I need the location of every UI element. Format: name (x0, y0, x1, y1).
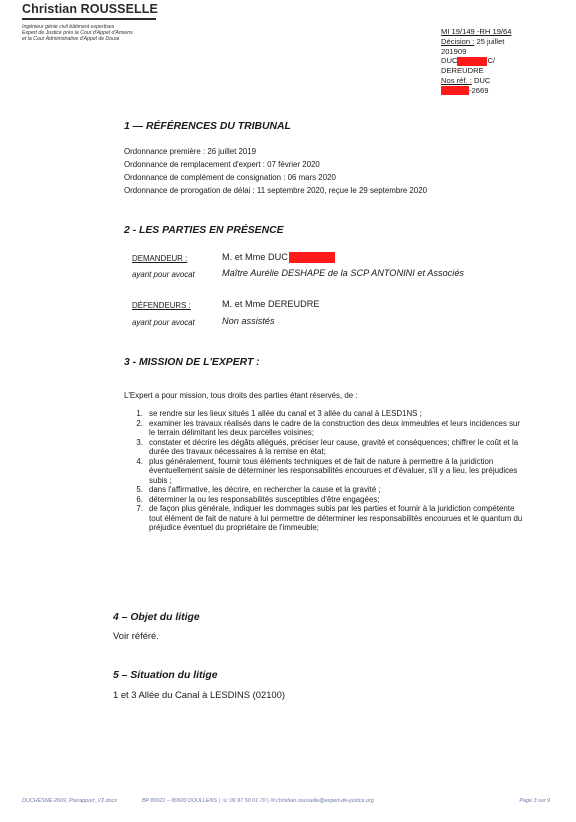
list-item (126, 485, 526, 495)
list-item (126, 457, 526, 486)
redaction-mark (441, 86, 469, 95)
list-text: se rendre sur les lieux situés 1 allée du canal et 3 allée du canal à LESD1NS ; (149, 409, 422, 418)
nos-ref-prefix: DUC (473, 75, 491, 85)
nos-ref-label: Nos réf. : (441, 75, 472, 85)
avocat-label: ayant pour avocat (132, 270, 195, 279)
list-number: 3. (136, 437, 143, 447)
footer-file: DUCHESNE-2669_Prerapport_V2.docx (22, 798, 117, 804)
letterhead-name: Christian ROUSSELLE (22, 2, 158, 16)
list-number: 4. (136, 456, 143, 466)
section-1-item: Ordonnance première : 26 juillet 2019 (124, 147, 257, 156)
section-3-intro: L'Expert a pour mission, tous droits des parties étant réservés, de : (124, 391, 358, 400)
avocat2-label: ayant pour avocat (132, 318, 195, 327)
section-1-title: 1 — RÉFÉRENCES DU TRIBUNAL (124, 121, 291, 132)
list-number: 2. (136, 418, 143, 428)
parties-prefix: DUC (441, 56, 458, 66)
decision-label: Décision : (441, 36, 475, 46)
decision-value: 25 juillet 201909 (441, 36, 505, 56)
list-number: 5. (136, 485, 143, 494)
nos-ref-suffix: -2669 (469, 85, 489, 95)
avocat2-value: Non assistés (222, 316, 275, 326)
defendeurs-label: DÉFENDEURS : (132, 301, 191, 310)
list-number: 1. (136, 409, 143, 418)
parties-suffix: C/ DEREUDRE (441, 56, 496, 76)
section-1-item: Ordonnance de prorogation de délai : 11 septembre 2020, reçue le 29 septembre 2020 (124, 186, 427, 195)
letterhead-line-2: Expert de Justice près la Cour d'Appel d'Amiens (22, 30, 133, 36)
section-4-text: Voir référé. (113, 630, 159, 641)
list-text: examiner les travaux réalisés dans le cadre de la construction des deux immeubles et leurs incidences sur le terrain délimitant les deux parcelles voisines; (149, 418, 521, 437)
defendeurs-value: M. et Mme DEREUDRE (222, 299, 320, 309)
list-item (126, 495, 526, 505)
letterhead-line-1: Ingénieur génie civil bâtiment expertises (22, 24, 115, 30)
list-text: dans l'affirmative, les décrire, en rechercher la cause et la gravité ; (149, 485, 381, 494)
section-5-title: 5 – Situation du litige (113, 670, 218, 681)
list-item (126, 409, 526, 419)
redaction-mark (457, 57, 487, 66)
section-2-title: 2 - LES PARTIES EN PRÉSENCE (124, 225, 284, 236)
redaction-mark (289, 252, 335, 263)
section-5-text: 1 et 3 Allée du Canal à LESDINS (02100) (113, 689, 285, 700)
demandeur-label: DEMANDEUR : (132, 254, 188, 263)
section-3-title: 3 - MISSION DE L'EXPERT : (124, 357, 260, 368)
section-1-item: Ordonnance de complément de consignation : 06 mars 2020 (124, 173, 336, 182)
reference-line-1: MI 19/149 -RH 19/64 (441, 27, 512, 36)
letterhead-line-3: et la Cour Administrative d'Appel de Douai (22, 36, 120, 42)
list-number: 6. (136, 494, 143, 504)
mission-list (126, 409, 526, 533)
list-text: déterminer la ou les responsabilités susceptibles d'être engagées; (149, 494, 380, 504)
list-text: plus généralement, fournir tous éléments techniques et de fait de nature à permettre à la juridiction éventuellement saisie de déterminer les responsabilités encourues et d'évaluer, s'il y a lieu, les préjudices subis ; (149, 456, 518, 485)
demandeur-value: M. et Mme DUC (222, 252, 335, 263)
letterhead-underline (22, 18, 156, 20)
list-item (126, 438, 526, 457)
avocat-value: Maître Aurélie DESHAPE de la SCP ANTONINI et Associés (222, 268, 465, 278)
list-number: 7. (136, 504, 143, 513)
list-text: constater et décrire les dégâts allégués, préciser leur cause, gravité et conséquences; chiffrer le coût et la durée des travaux nécessaires à la remise en état; (149, 437, 519, 456)
reference-block (441, 27, 518, 96)
footer-page: Page 3 sur 9 (519, 798, 550, 804)
list-item (126, 419, 526, 438)
section-4-title: 4 – Objet du litige (113, 612, 200, 623)
section-1-item: Ordonnance de remplacement d'expert : 07 février 2020 (124, 160, 320, 169)
list-text: de façon plus générale, indiquer les dommages subis par les parties et fournir à la juridiction compétente tout élément de fait de nature à lui permettre de déterminer les responsabilités encourues et le quantum du préjudice éventuel du propriétaire de l'immeuble; (149, 504, 523, 532)
footer-address: BP 80021 – 80600 DOULLENS | ☏ 06 97 50 01 70 | ✉ christian.rousselle@expert-de-justice.org (142, 798, 374, 804)
list-item (126, 504, 526, 533)
